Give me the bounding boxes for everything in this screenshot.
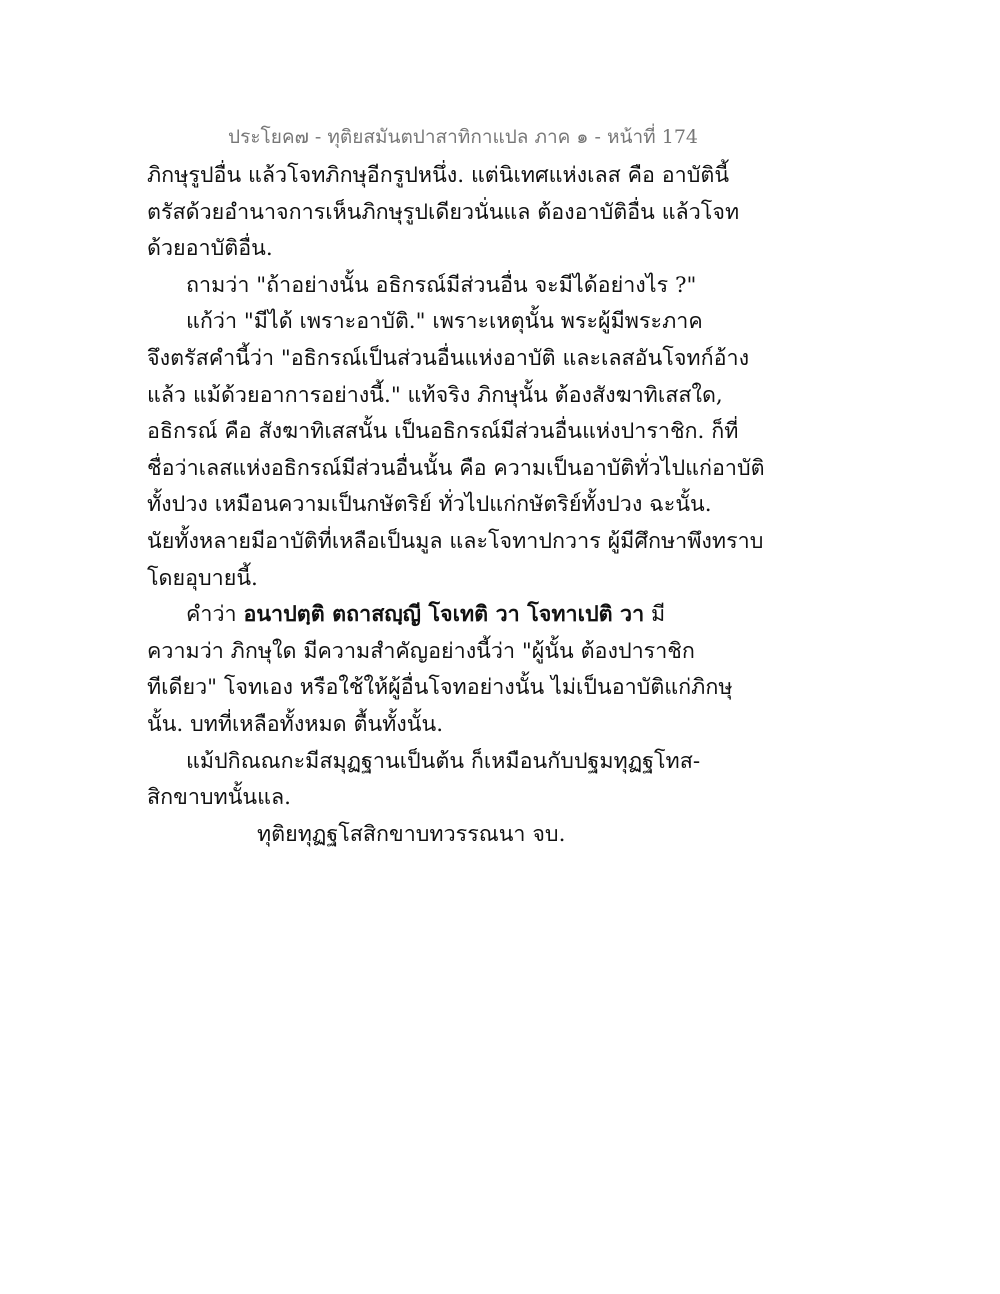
text-line: จึงตรัสคำนี้ว่า "อธิกรณ์เป็นส่วนอื่นแห่งอาบัติ และเลสอันโจทก์อ้าง [147,345,750,371]
quote-prefix: คำว่า [186,602,244,628]
quote-suffix: มี [644,602,666,628]
text-line: โดยอุบายนี้. [147,565,258,591]
text-line: ตรัสด้วยอำนาจการเห็นภิกษุรูปเดียวนั่นแล ต้องอาบัติอื่น แล้วโจท [147,199,740,225]
body-text [147,158,765,853]
text-line: แก้ว่า "มีได้ เพราะอาบัติ." เพราะเหตุนั้น พระผู้มีพระภาค [186,309,703,335]
text-line: สิกขาบทนั้นแล. [147,785,291,811]
text-line: ทั้งปวง เหมือนความเป็นกษัตริย์ ทั่วไปแก่กษัตริย์ทั้งปวง ฉะนั้น. [147,492,712,518]
pali-quote: อนาปตฺติ ตถาสญฺญี โจเทติ วา โจทาเปติ วา [243,602,645,628]
text-line: ภิกษุรูปอื่น แล้วโจทภิกษุอีกรูปหนึ่ง. แต่นิเทศแห่งเลส คือ อาบัตินี้ [147,163,730,188]
text-line: ด้วยอาบัติอื่น. [147,236,273,262]
closing-title: ทุติยทุฏฐโสสิกขาบทวรรณนา จบ. [257,821,566,847]
text-line: ความว่า ภิกษุใด มีความสำคัญอย่างนี้ว่า "ผู้นั้น ต้องปาราชิก [147,638,695,664]
quote-line [147,597,707,634]
page-header: ประโยค๗ - ทุติยสมันตปาสาทิกาแปล ภาค ๑ - หน้าที่ 174 [228,126,698,148]
text-line: นัยทั้งหลายมีอาบัติที่เหลือเป็นมูล และโจทาปกวาร ผู้มีศึกษาพึงทราบ [147,528,764,554]
text-line: ทีเดียว" โจทเอง หรือใช้ให้ผู้อื่นโจทอย่างนั้น ไม่เป็นอาบัติแก่ภิกษุ [147,675,733,701]
text-line: ถามว่า "ถ้าอย่างนั้น อธิกรณ์มีส่วนอื่น จะมีได้อย่างไร ?" [186,272,697,298]
text-line: นั้น. บทที่เหลือทั้งหมด ตื้นทั้งนั้น. [147,711,444,737]
text-line: แม้ปกิณณกะมีสมุฏฐานเป็นต้น ก็เหมือนกับปฐมทุฏฐโทส- [186,748,701,774]
text-line: ชื่อว่าเลสแห่งอธิกรณ์มีส่วนอื่นนั้น คือ ความเป็นอาบัติทั่วไปแก่อาบัติ [147,455,765,481]
text-line: อธิกรณ์ คือ สังฆาทิเสสนั้น เป็นอธิกรณ์มีส่วนอื่นแห่งปาราชิก. ก็ที่ [147,419,739,445]
text-line: แล้ว แม้ด้วยอาการอย่างนี้." แท้จริง ภิกษุนั้น ต้องสังฆาทิเสสใด, [147,382,723,408]
